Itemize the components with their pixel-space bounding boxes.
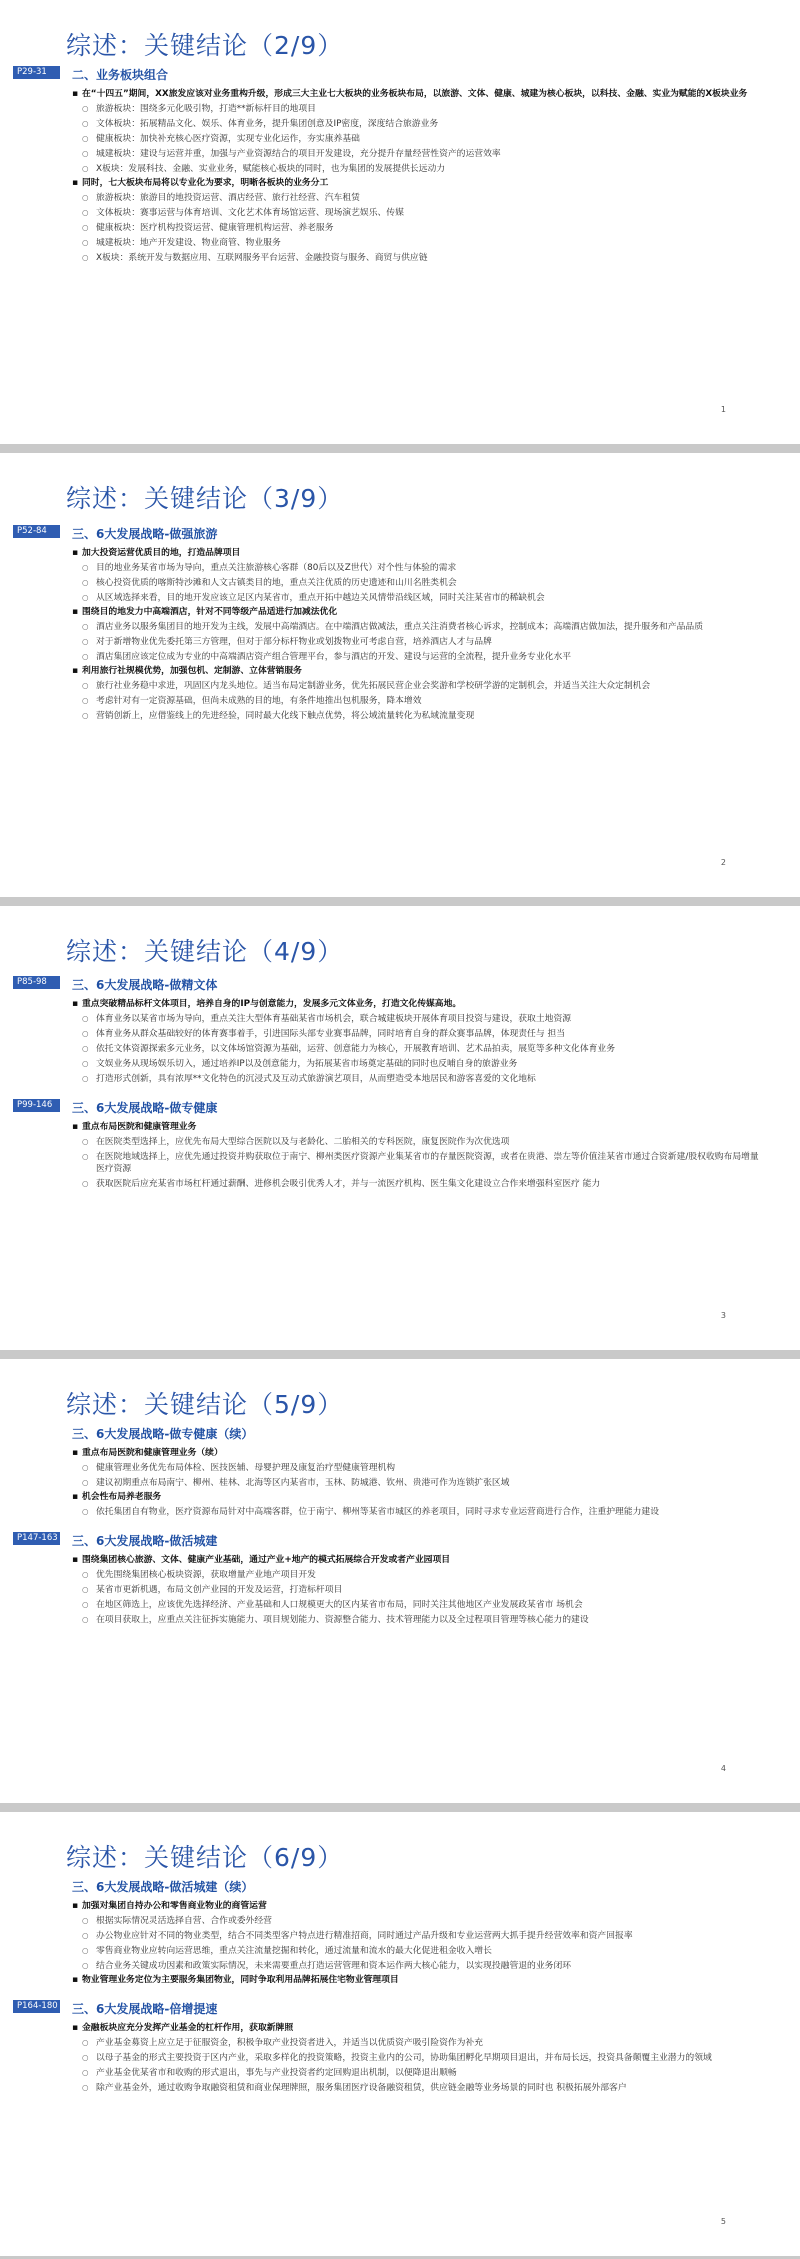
- bullet-list: [72, 88, 760, 264]
- sub-bullet-item: ○ 城建板块：建设与运营并重，加强与产业资源结合的项目开发建设，充分提升存量经营性资产的运营效率: [72, 148, 760, 160]
- sub-bullet-item: ○ 营销创新上，应借鉴线上的先进经验，同时最大化线下触点优势，将公域流量转化为私域流量变现: [72, 710, 760, 722]
- sub-bullet-item: ○ 体育业务以某省市场为导向，重点关注大型体育基础某省市场机会，联合城建板块开展体育项目投资与建设，获取土地资源: [72, 1013, 760, 1025]
- page-number: 2: [720, 858, 726, 867]
- bullet-item: ▪ 同时，七大板块布局将以专业化为要求，明晰各板块的业务分工: [72, 177, 760, 189]
- sub-bullet-item: ○ 旅行社业务稳中求进，巩固区内龙头地位。适当布局定制游业务，优先拓展民营企业会奖游和学校研学游的定制机会，并适当关注大众定制机会: [72, 680, 760, 692]
- bullet-list: [72, 1554, 760, 1626]
- bullet-list: [72, 2022, 760, 2094]
- section-refine-culture-sports: [17, 976, 760, 1085]
- sub-bullet-item: ○ 依托集团自有物业，医疗资源布局针对中高端客群，位于南宁、柳州等某省市城区的养老项目，同时寻求专业运营商进行合作，注重护理能力建设: [72, 1506, 760, 1518]
- sub-bullet-item: ○ 在医院类型选择上，应优先布局大型综合医院以及与老龄化、二胎相关的专科医院，康复医院作为次优选项: [72, 1136, 760, 1148]
- slide-title: 综述：关键结论（6/9）: [66, 1843, 344, 1872]
- sub-bullet-item: ○ 城建板块：地产开发建设、物业商管、物业服务: [72, 237, 760, 249]
- slide-6-of-9: [0, 1812, 800, 2256]
- sub-bullet-item: ○ 目的地业务某省市场为导向，重点关注旅游核心客群（80后以及Z世代）对个性与体验的需求: [72, 562, 760, 574]
- bullet-item: ▪ 物业管理业务定位为主要服务集团物业，同时争取利用品牌拓展住宅物业管理项目: [72, 1974, 760, 1986]
- slide-3-of-9: [0, 453, 800, 897]
- bullet-item: ▪ 重点布局医院和健康管理业务: [72, 1121, 760, 1133]
- sub-bullet-item: ○ 健康管理业务优先布局体检、医技医辅、母婴护理及康复治疗型健康管理机构: [72, 1462, 760, 1474]
- slide-2-of-9: [0, 0, 800, 444]
- bullet-list: [72, 1121, 760, 1190]
- section-activate-urban-construction: [17, 1532, 760, 1626]
- slide-content: [17, 66, 760, 264]
- page-number: 5: [720, 2217, 726, 2226]
- sub-bullet-item: ○ 文体板块：拓展精品文化、娱乐、体育业务，提升集团创意及IP密度，深度结合旅游业务: [72, 118, 760, 130]
- sub-bullet-item: ○ 获取医院后应充某省市场杠杆通过薪酬、进修机会吸引优秀人才，并与一流医疗机构、医生集文化建设立合作来增强科室医疗 能力: [72, 1178, 760, 1190]
- sub-bullet-item: ○ 从区域选择来看，目的地开发应该立足区内某省市，重点开拓中越边关风情带沿线区域，同时关注某省市的稀缺机会: [72, 592, 760, 604]
- bullet-item: ▪ 重点布局医院和健康管理业务（续）: [72, 1447, 760, 1459]
- sub-bullet-item: ○ X板块：发展科技、金融、实业业务，赋能核心板块的同时，也为集团的发展提供长远动力: [72, 163, 760, 175]
- page-reference-tag: P147-163: [13, 1532, 60, 1545]
- sub-bullet-item: ○ 建议初期重点布局南宁、柳州、桂林、北海等区内某省市，玉林、防城港、钦州、贵港可作为连锁扩张区域: [72, 1477, 760, 1489]
- sub-bullet-item: ○ 旅游板块：围绕多元化吸引物，打造**新标杆目的地项目: [72, 103, 760, 115]
- sub-bullet-item: ○ 以母子基金的形式主要投资于区内产业，采取多样化的投资策略，投资主业内的公司，协助集团孵化早期项目退出，并布局长远，投资具备颠覆主业潜力的领域: [72, 2052, 760, 2064]
- sub-bullet-item: ○ 优先围绕集团核心板块资源，获取增量产业地产项目开发: [72, 1569, 760, 1581]
- section-specialize-health: [17, 1099, 760, 1190]
- bullet-list: [72, 547, 760, 722]
- slide-content: [17, 1425, 760, 1626]
- section-heading: 三、6大发展战略-做活城建（续）: [72, 1880, 254, 1894]
- sub-bullet-item: ○ 文体板块：赛事运营与体育培训、文化艺术体育场馆运营、现场演艺娱乐、传媒: [72, 207, 760, 219]
- section-heading: 三、6大发展战略-做精文体: [72, 978, 218, 992]
- slide-5-of-9: [0, 1359, 800, 1803]
- section-strengthen-tourism: [17, 525, 760, 722]
- slide-content: [17, 1878, 760, 2094]
- sub-bullet-item: ○ 核心投资优质的喀斯特沙滩和人文古镇类目的地，重点关注优质的历史遗迹和山川名胜类机会: [72, 577, 760, 589]
- bullet-item: ▪ 利用旅行社规模优势，加强包机、定制游、立体营销服务: [72, 665, 760, 677]
- bullet-list: [72, 1447, 760, 1518]
- section-accelerate-growth: [17, 2000, 760, 2094]
- sub-bullet-item: ○ 体育业务从群众基础较好的体育赛事着手，引进国际头部专业赛事品牌，同时培育自身的群众赛事品牌，体现责任与 担当: [72, 1028, 760, 1040]
- sub-bullet-item: ○ 文娱业务从现场娱乐切入，通过培养IP以及创意能力，为拓展某省市场奠定基础的同时也反哺自身的旅游业务: [72, 1058, 760, 1070]
- page-reference-tag: P164-180: [13, 2000, 60, 2013]
- slide-content: [17, 525, 760, 722]
- page-reference-tag: P99-146: [13, 1099, 60, 1112]
- slide-content: [17, 976, 760, 1190]
- slide-title: 综述：关键结论（4/9）: [66, 937, 344, 966]
- page-reference-tag: P52-84: [13, 525, 60, 538]
- slide-title: 综述：关键结论（2/9）: [66, 31, 344, 60]
- sub-bullet-item: ○ X板块：系统开发与数据应用、互联网服务平台运营、金融投资与服务、商贸与供应链: [72, 252, 760, 264]
- section-specialize-health-continued: [72, 1425, 760, 1518]
- bullet-list: [72, 998, 760, 1085]
- bullet-item: ▪ 在“十四五”期间，XX旅发应该对业务重构升级，形成三大主业七大板块的业务板块布局，以旅游、文体、健康、城建为核心板块，以科技、金融、实业为赋能的X板块业务: [72, 88, 760, 100]
- sub-bullet-item: ○ 除产业基金外，通过收购争取融资租赁和商业保理牌照，服务集团医疗设备融资租赁，供应链金融等业务场景的同时也 积极拓展外部客户: [72, 2082, 760, 2094]
- section-heading: 三、6大发展战略-做专健康: [72, 1101, 218, 1115]
- sub-bullet-item: ○ 产业基金募资上应立足于征服资金，积极争取产业投资者进入，并适当以优质资产吸引险资作为补充: [72, 2037, 760, 2049]
- sub-bullet-item: ○ 酒店集团应该定位成为专业的中高端酒店资产组合管理平台，参与酒店的开发、建设与运营的全流程，提升业务专业化水平: [72, 651, 760, 663]
- sub-bullet-item: ○ 打造形式创新，具有浓厚**文化特色的沉浸式及互动式旅游演艺项目，从而塑造受本地居民和游客喜爱的文化地标: [72, 1073, 760, 1085]
- sub-bullet-item: ○ 产业基金优某省市和收购的形式退出，事先与产业投资者约定回购退出机制，以便降退出顺畅: [72, 2067, 760, 2079]
- sub-bullet-item: ○ 在地区筛选上，应该优先选择经济、产业基础和人口规模更大的区内某省市布局，同时关注其他地区产业发展政某省市 场机会: [72, 1599, 760, 1611]
- section-heading: 三、6大发展战略-做强旅游: [72, 527, 218, 541]
- bullet-item: ▪ 重点突破精品标杆文体项目，培养自身的IP与创意能力，发展多元文体业务，打造文化传媒高地。: [72, 998, 760, 1010]
- sub-bullet-item: ○ 零售商业物业应转向运营思维，重点关注流量挖掘和转化，通过流量和流水的最大化促进租金收入增长: [72, 1945, 760, 1957]
- sub-bullet-item: ○ 依托文体资源探索多元业务，以文体场馆资源为基础，运营、创意能力为核心，开展教育培训、艺术品拍卖，展览等多种文化体育业务: [72, 1043, 760, 1055]
- bullet-item: ▪ 金融板块应充分发挥产业基金的杠杆作用，获取新牌照: [72, 2022, 760, 2034]
- bullet-list: [72, 1900, 760, 1986]
- section-heading: 三、6大发展战略-做专健康（续）: [72, 1427, 254, 1441]
- sub-bullet-item: ○ 办公物业应针对不同的物业类型，结合不同类型客户特点进行精准招商，同时通过产品升级和专业运营两大抓手提升经营效率和资产回报率: [72, 1930, 760, 1942]
- sub-bullet-item: ○ 结合业务关键成功因素和政策实际情况，未来需要重点打造运营管理和资本运作两大核心能力，以实现投融管退的业务闭环: [72, 1960, 760, 1972]
- bullet-item: ▪ 机会性布局养老服务: [72, 1491, 760, 1503]
- sub-bullet-item: ○ 酒店业务以服务集团目的地开发为主线，发展中高端酒店。在中端酒店做减法，重点关注消费者核心诉求，控制成本；高端酒店做加法，提升服务和产品品质: [72, 621, 760, 633]
- sub-bullet-item: ○ 根据实际情况灵活选择自营、合作或委外经营: [72, 1915, 760, 1927]
- section-heading: 二、业务板块组合: [72, 68, 169, 82]
- slide-4-of-9: [0, 906, 800, 1350]
- page-number: 4: [720, 1764, 726, 1773]
- page-reference-tag: P29-31: [13, 66, 60, 79]
- section-heading: 三、6大发展战略-倍增提速: [72, 2002, 218, 2016]
- sub-bullet-item: ○ 某省市更新机遇，布局文创产业园的开发及运营，打造标杆项目: [72, 1584, 760, 1596]
- sub-bullet-item: ○ 考虑针对有一定资源基础，但尚未成熟的目的地，有条件地推出包机服务，降本增效: [72, 695, 760, 707]
- slide-title: 综述：关键结论（3/9）: [66, 484, 344, 513]
- bullet-item: ▪ 围绕目的地发力中高端酒店，针对不同等级产品适进行加减法优化: [72, 606, 760, 618]
- sub-bullet-item: ○ 在项目获取上，应重点关注征拆实施能力、项目规划能力、资源整合能力、技术管理能力以及全过程项目管理等核心能力的建设: [72, 1614, 760, 1626]
- section-business-portfolio: [17, 66, 760, 264]
- section-heading: 三、6大发展战略-做活城建: [72, 1534, 218, 1548]
- sub-bullet-item: ○ 健康板块：医疗机构投资运营、健康管理机构运营、养老服务: [72, 222, 760, 234]
- slide-title: 综述：关键结论（5/9）: [66, 1390, 344, 1419]
- page-number: 1: [720, 405, 726, 414]
- sub-bullet-item: ○ 在医院地域选择上，应优先通过投资并购获取位于南宁、柳州类医疗资源产业集某省市的存量医院资源，或者在贵港、崇左等价值洼某省市通过合资新建/股权收购布局增量医疗资源: [72, 1151, 760, 1175]
- bullet-item: ▪ 围绕集团核心旅游、文体、健康产业基础，通过产业+地产的模式拓展综合开发或者产业园项目: [72, 1554, 760, 1566]
- bullet-item: ▪ 加大投资运营优质目的地，打造品牌项目: [72, 547, 760, 559]
- page-reference-tag: P85-98: [13, 976, 60, 989]
- bullet-item: ▪ 加强对集团自持办公和零售商业物业的商管运营: [72, 1900, 760, 1912]
- sub-bullet-item: ○ 旅游板块：旅游目的地投资运营、酒店经营、旅行社经营、汽车租赁: [72, 192, 760, 204]
- page-number: 3: [720, 1311, 726, 1320]
- section-activate-urban-construction-continued: [72, 1878, 760, 1986]
- sub-bullet-item: ○ 对于新增物业优先委托第三方管理，但对于部分标杆物业或划拨物业可考虑自营，培养酒店人才与品牌: [72, 636, 760, 648]
- sub-bullet-item: ○ 健康板块：加快补充核心医疗资源，实现专业化运作，夯实康养基础: [72, 133, 760, 145]
